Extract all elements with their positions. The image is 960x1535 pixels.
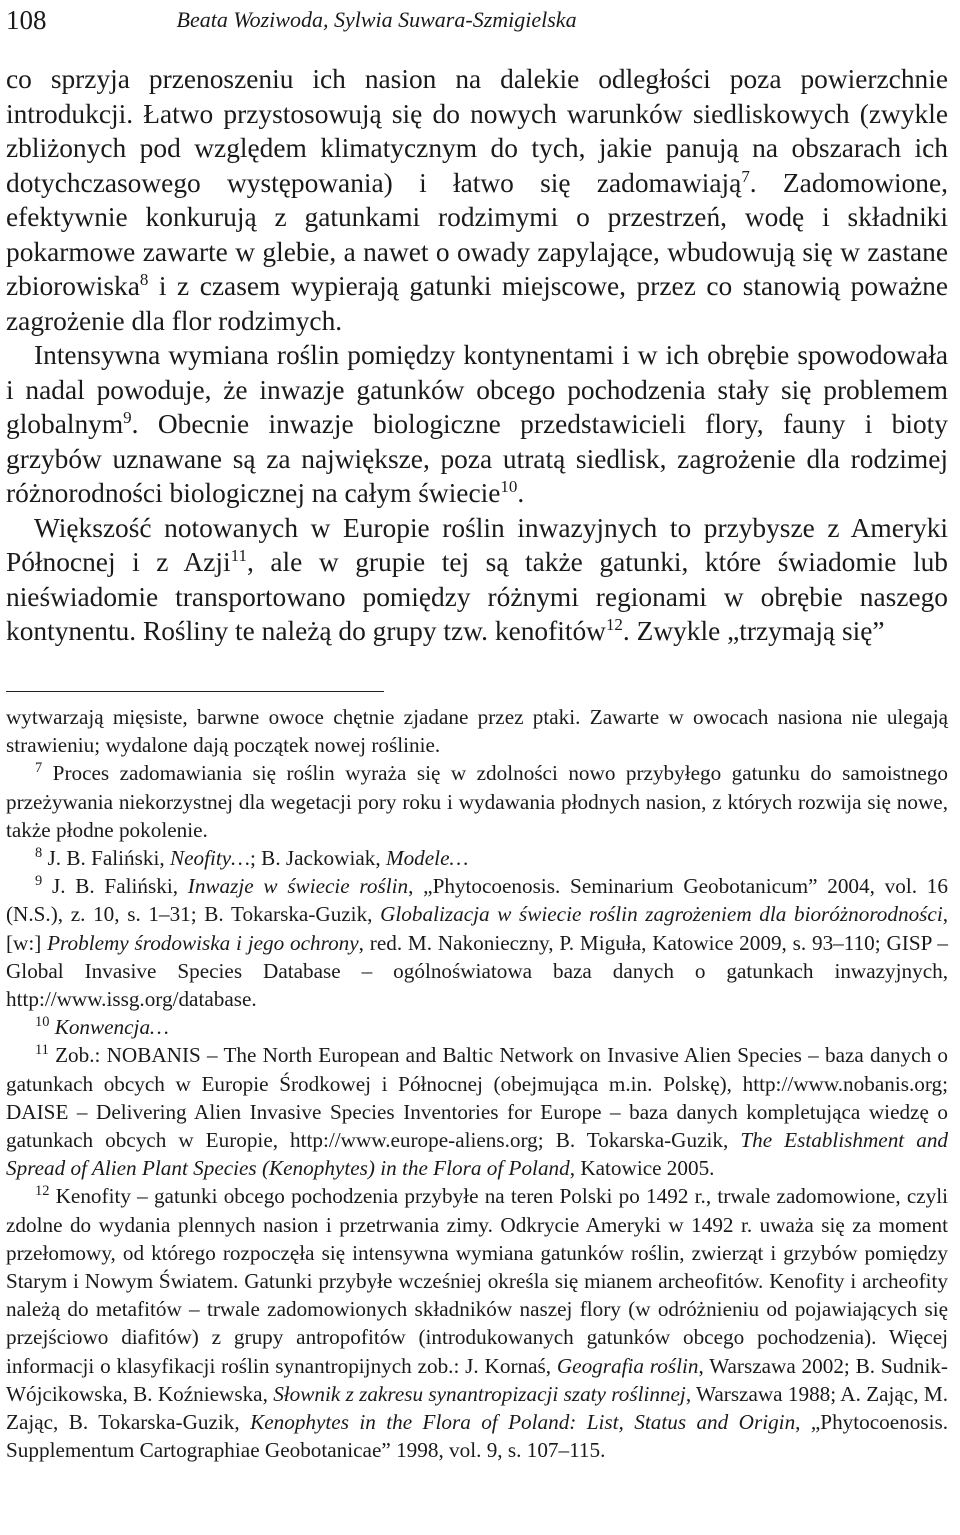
footnote-title: Słownik z zakresu synantropizacji szaty roślinnej [273, 1381, 686, 1406]
footnotes [6, 703, 948, 1464]
paragraph-2-part-1: Intensywna wymiana roślin pomiędzy kontynentami i w ich obrębie spowodowała i nadal powoduje, że inwazje gatunków obcego pochodzenia stały się problemem globalnym [6, 340, 948, 439]
running-header [6, 2, 950, 38]
footnote-number: 8 [35, 845, 43, 862]
footnote-text: Proces zadomawiania się roślin wyraża się w zdolności nowo przybyłego gatunku do samoistnego przeżywania niekorzystnej dla wegetacji pory roku i wydawania płodnych nasion, z których rozwija się nowe, także płodne pokolenie. [6, 761, 948, 842]
footnote-title: Konwencja… [54, 1015, 169, 1040]
footnote-text: , Warszawa 2002; B. Sudnik-Wójcikowska, B. Koźniewska, [6, 1353, 948, 1406]
paragraph-3-part-1: Większość notowanych w Europie roślin inwazyjnych to przybysze z Ameryki Północnej i z Azji [6, 512, 948, 577]
footnote-text: Kenofity – gatunki obcego pochodzenia przybyłe na teren Polski po 1492 r., trwale zadomowione, czyli zdolne do wydania plennych nasion i przetrwania zimy. Odkrycie Ameryki w 1492 r. uważa się za moment przełomowy, od którego rozpoczęła się intensywna wymiana gatunków roślin, zwierząt i grzybów pomiędzy Starym i Nowym Światem. Gatunki przybyłe wcześniej określa się mianem archeofitów. Kenofity i archeofity należą do metafitów – trwale zadomowionych składników naszej flory (w odróżnieniu od pojawiających się przejściowo diafitów) z grupy antropofitów (introdukowanych gatunków obcego pochodzenia). Więcej informacji o klasyfikacji roślin synantropijnych zob.: J. Kornaś, [6, 1184, 948, 1378]
footnote-8 [6, 844, 948, 872]
paragraph-3 [6, 511, 948, 649]
footnote-number: 11 [35, 1042, 49, 1059]
footnote-number: 10 [35, 1014, 50, 1031]
footnote-text: , Warszawa 1988; A. Zając, M. Zając, B. Tokarska-Guzik, [6, 1381, 948, 1435]
footnote-ref-8[interactable]: 8 [139, 269, 149, 289]
footnote-ref-12[interactable]: 12 [605, 614, 623, 634]
footnote-title: Modele… [385, 846, 469, 871]
footnote-text: , „Phytocoenosis. Supplementum Cartographiae Geobotanicae” 1998, vol. 9, s. 107–115. [6, 1410, 948, 1463]
footnote-text: J. B. Faliński, [42, 846, 170, 871]
footnote-number: 12 [35, 1183, 50, 1200]
footnote-11 [6, 1041, 948, 1182]
footnote-continuation: wytwarzają mięsiste, barwne owoce chętnie zjadane przez ptaki. Zawarte w owocach nasiona nie ulegają strawieniu; wydalone dają początek nowej roślinie. [6, 705, 948, 758]
footnote-ref-10[interactable]: 10 [500, 476, 518, 496]
footnote-title: Neofity… [169, 846, 250, 871]
footnote-text: , „Phytocoenosis. Seminarium Geobotanicum” 2004, vol. 16 (N.S.), z. 10, s. 1–31; B. Tokarska-Guzik, [6, 874, 948, 927]
footnote-title: Kenophytes in the Flora of Poland: List, Status and Origin [250, 1410, 796, 1435]
footnote-text: , [w:] [6, 902, 948, 955]
footnote-title: The Establishment and Spread of Alien Plant Species (Kenophytes) in the Flora of Poland [6, 1128, 949, 1181]
footnote-9 [6, 872, 948, 1013]
footnote-7 [6, 759, 948, 844]
page-number: 108 [6, 4, 47, 35]
footnote-text: Zob.: NOBANIS – The North European and Baltic Network on Invasive Alien Species – baza danych o gatunkach obcych w Europie Środkowej i Północnej (obejmująca m.in. Polskę), http://www.nobanis.org; DAISE – Delivering Alien Invasive Species Inventories for Europe – baza danych kompletująca wiedzę o gatunkach obcych w Europie, http://www.europe-aliens.org; B. Tokarska-Guzik, [6, 1043, 948, 1153]
paragraph-1-part-1: co sprzyja przenoszeniu ich nasion na dalekie odległości poza powierzchnie introdukcji. Łatwo przystosowują się do nowych warunków siedliskowych (zwykle zbliżonych pod względem klimatycznym do tych, jakie panują na obszarach ich dotychczasowego występowania) i łatwo się zadomawiają [6, 64, 948, 198]
main-text [6, 62, 948, 649]
footnote-title: Geografia roślin [556, 1353, 699, 1378]
footnote-number: 7 [35, 760, 43, 777]
footnote-number: 9 [35, 873, 43, 890]
paragraph-2 [6, 338, 948, 511]
footnote-ref-7[interactable]: 7 [741, 166, 750, 186]
footnote-title: Inwazje w świecie roślin [187, 874, 409, 899]
footnote-text: , Katowice 2005. [569, 1156, 715, 1181]
footnote-ref-11[interactable]: 11 [230, 545, 247, 565]
running-head-authors: Beata Woziwoda, Sylwia Suwara-Szmigielska [176, 7, 577, 32]
footnote-10 [6, 1013, 948, 1041]
footnote-text: J. B. Faliński, [42, 874, 188, 899]
paragraph-3-part-2: , ale w grupie tej są także gatunki, które świadomie lub nieświadomie transportowano pomiędzy różnymi regionami w obrębie naszego kontynentu. Rośliny te należą do grupy tzw. kenofitów [6, 547, 948, 646]
footnote-ref-9[interactable]: 9 [123, 407, 132, 427]
paragraph-1 [6, 62, 948, 338]
paragraph-2-part-3: . [517, 478, 525, 508]
paragraph-1-part-3: i z czasem wypierają gatunki miejscowe, przez co stanowią poważne zagrożenie dla flor rodzimych. [6, 271, 948, 336]
footnote-text: ; B. Jackowiak, [250, 846, 386, 871]
paragraph-2-part-2: . Obecnie inwazje biologiczne przedstawicieli flory, fauny i bioty grzybów uznawane są za największe, poza utratą siedlisk, zagrożenie dla rodzimej różnorodności biologicznej na całym świecie [6, 409, 948, 508]
footnote-12 [6, 1182, 948, 1464]
paragraph-1-part-2: . Zadomowione, efektywnie konkurują z gatunkami rodzimymi o przestrzeń, wodę i składniki pokarmowe zawarte w glebie, a nawet o owady zapylające, wbudowują się w zastane zbiorowiska [6, 167, 948, 301]
footnote-separator [6, 691, 384, 692]
footnote-text: , red. M. Nakonieczny, P. Miguła, Katowice 2009, s. 93–110; GISP – Global Invasive Species Database – ogólnoświatowa baza danych o gatunkach inwazyjnych, http://www.issg.org/database. [6, 930, 948, 1012]
paragraph-3-part-3: . Zwykle „trzymają się” [622, 616, 885, 646]
footnote-title: Problemy środowiska i jego ochrony [47, 930, 359, 955]
footnote-title: Globalizacja w świecie roślin zagrożeniem dla bioróżnorodności [380, 902, 943, 927]
